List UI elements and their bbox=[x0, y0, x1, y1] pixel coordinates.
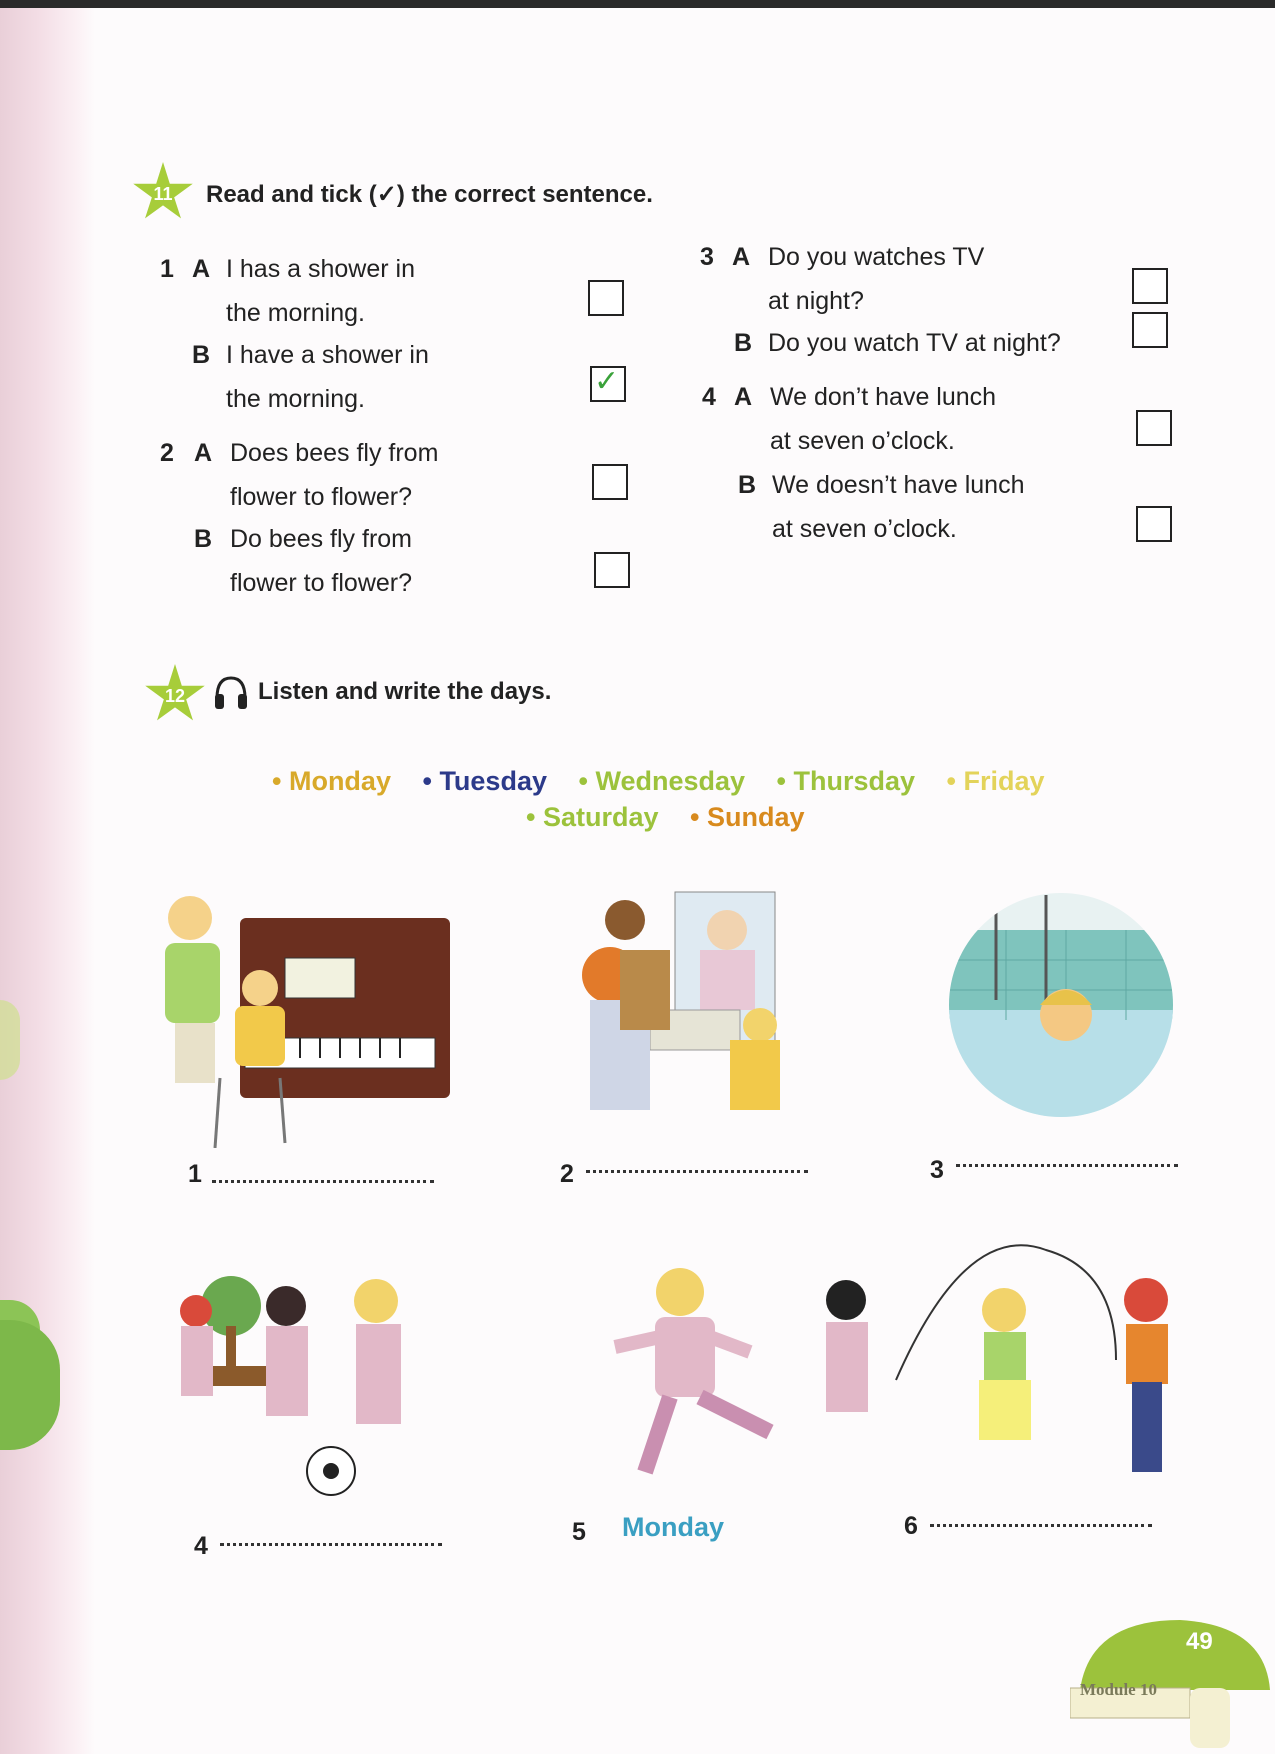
day-sunday: • Sunday bbox=[690, 802, 805, 832]
picture-3-number: 3 bbox=[930, 1156, 944, 1184]
answer-line-4[interactable] bbox=[220, 1543, 442, 1546]
question-number: 3 bbox=[700, 243, 714, 271]
picture-5-answer: Monday bbox=[622, 1512, 725, 1542]
exercise-11-instruction: Read and tick (✓) the correct sentence. bbox=[206, 181, 653, 208]
option-b-label: B bbox=[192, 341, 211, 369]
option-a-label: A bbox=[194, 439, 213, 467]
tick-box-1a[interactable] bbox=[588, 280, 624, 316]
days-word-bank-row1 bbox=[272, 766, 1069, 797]
day-saturday: • Saturday bbox=[526, 802, 659, 832]
leaf-decoration bbox=[0, 1000, 20, 1080]
option-a-line1: Do you watches TV bbox=[768, 243, 985, 271]
option-a-label: A bbox=[734, 383, 753, 411]
option-a-label: A bbox=[192, 255, 211, 283]
option-a-line2: flower to flower? bbox=[230, 483, 413, 511]
option-a-line1: Does bees fly from bbox=[230, 439, 439, 467]
option-a-line2: the morning. bbox=[226, 299, 365, 327]
option-a-line2: at night? bbox=[768, 287, 864, 315]
scan-edge bbox=[0, 0, 1275, 8]
headphones-icon bbox=[212, 674, 250, 712]
option-a-label: A bbox=[732, 243, 751, 271]
question-number: 2 bbox=[160, 439, 174, 467]
option-a-line1: We don’t have lunch bbox=[770, 383, 997, 411]
picture-4-number: 4 bbox=[194, 1532, 208, 1560]
tick-box-4a[interactable] bbox=[1136, 410, 1172, 446]
exercise-12-number: 12 bbox=[164, 686, 186, 706]
day-friday: • Friday bbox=[946, 766, 1045, 796]
option-a-line2: at seven o’clock. bbox=[770, 427, 955, 455]
page-number: 49 bbox=[1186, 1628, 1213, 1655]
page-binding-shadow bbox=[0, 0, 95, 1754]
day-tuesday: • Tuesday bbox=[422, 766, 547, 796]
option-b-line1: I have a shower in bbox=[226, 341, 429, 369]
picture-5-number: 5 bbox=[572, 1518, 586, 1546]
question-number: 1 bbox=[160, 255, 174, 283]
picture-parents-meeting bbox=[580, 890, 790, 1120]
option-b-label: B bbox=[734, 329, 753, 357]
picture-6-number: 6 bbox=[904, 1512, 918, 1540]
picture-piano-lesson bbox=[160, 888, 460, 1148]
answer-line-3[interactable] bbox=[956, 1164, 1178, 1167]
tick-box-2b[interactable] bbox=[594, 552, 630, 588]
picture-swimming bbox=[946, 890, 1176, 1120]
day-wednesday: • Wednesday bbox=[578, 766, 746, 796]
option-b-line1: Do you watch TV at night? bbox=[768, 329, 1061, 357]
day-thursday: • Thursday bbox=[776, 766, 916, 796]
tick-box-2a[interactable] bbox=[592, 464, 628, 500]
picture-running bbox=[600, 1262, 790, 1492]
tick-box-3b[interactable] bbox=[1132, 312, 1168, 348]
tick-box-3a[interactable] bbox=[1132, 268, 1168, 304]
exercise-12-instruction: Listen and write the days. bbox=[258, 678, 552, 705]
option-b-line2: the morning. bbox=[226, 385, 365, 413]
picture-skipping-rope bbox=[816, 1240, 1186, 1480]
answer-line-6[interactable] bbox=[930, 1524, 1152, 1527]
option-b-line1: We doesn’t have lunch bbox=[772, 471, 1025, 499]
days-word-bank-row2 bbox=[526, 802, 829, 833]
answer-line-2[interactable] bbox=[586, 1170, 808, 1173]
option-a-line1: I has a shower in bbox=[226, 255, 415, 283]
question-number: 4 bbox=[702, 383, 716, 411]
module-label: Module 10 bbox=[1080, 1680, 1157, 1699]
picture-2-number: 2 bbox=[560, 1160, 574, 1188]
option-b-line1: Do bees fly from bbox=[230, 525, 413, 553]
answer-line-1[interactable] bbox=[212, 1180, 434, 1183]
exercise-11-number: 11 bbox=[153, 184, 173, 204]
option-b-label: B bbox=[194, 525, 213, 553]
tick-box-4b[interactable] bbox=[1136, 506, 1172, 542]
picture-1-number: 1 bbox=[188, 1160, 202, 1188]
tick-box-1b[interactable] bbox=[590, 366, 626, 402]
option-b-line2: flower to flower? bbox=[230, 569, 413, 597]
picture-playing-football bbox=[176, 1266, 466, 1496]
tick-mark-icon: ✓ bbox=[594, 365, 620, 398]
option-b-label: B bbox=[738, 471, 757, 499]
day-monday: • Monday bbox=[272, 766, 391, 796]
option-b-line2: at seven o’clock. bbox=[772, 515, 957, 543]
